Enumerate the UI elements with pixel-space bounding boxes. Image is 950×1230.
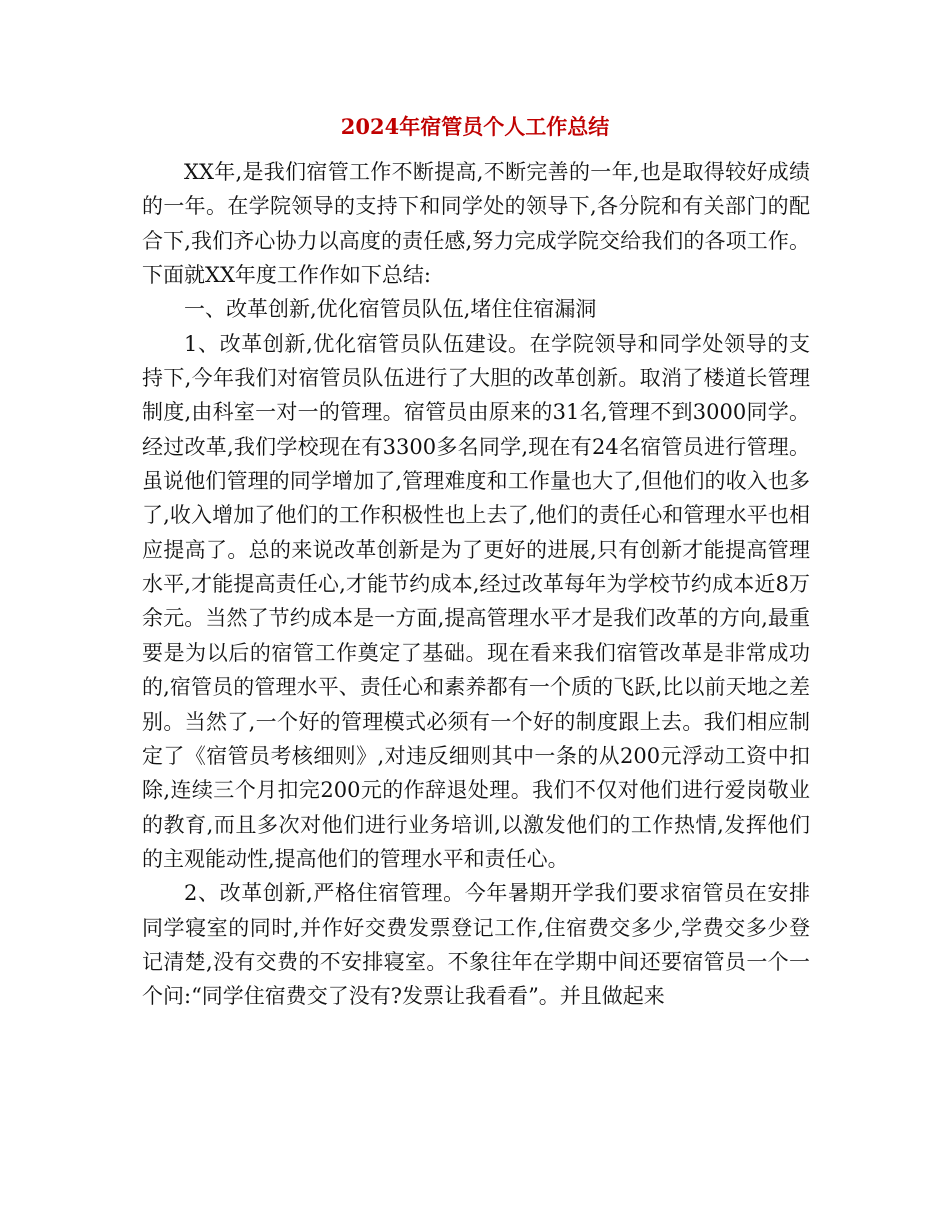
- paragraph-item-2: 2、改革创新,严格住宿管理。今年暑期开学我们要求宿管员在安排同学寝室的同时,并作好交费发票登记工作,住宿费交多少,学费交多少登记清楚,没有交费的不安排寝室。不象往年在学期中间还要宿管员一个一个问:“同学住宿费交了没有?发票让我看看”。并且做起来: [142, 881, 810, 1009]
- document-title: 2024年宿管员个人工作总结: [340, 114, 610, 139]
- paragraph-intro: XX年,是我们宿管工作不断提高,不断完善的一年,也是取得较好成绩的一年。在学院领导的支持下和同学处的领导下,各分院和有关部门的配合下,我们齐心协力以高度的责任感,努力完成学院交给我们的各项工作。下面就XX年度工作作如下总结:: [142, 160, 810, 288]
- section-heading-1: 一、改革创新,优化宿管员队伍,堵住住宿漏洞: [184, 297, 597, 322]
- document-body: [142, 155, 810, 1014]
- paragraph-item-1: 1、改革创新,优化宿管员队伍建设。在学院领导和同学处领导的支持下,今年我们对宿管员队伍进行了大胆的改革创新。取消了楼道长管理制度,由科室一对一的管理。宿管员由原来的31名,管理不到3000同学。经过改革,我们学校现在有3300多名同学,现在有24名宿管员进行管理。虽说他们管理的同学增加了,管理难度和工作量也大了,但他们的收入也多了,收入增加了他们的工作积极性也上去了,他们的责任心和管理水平也相应提高了。总的来说改革创新是为了更好的进展,只有创新才能提高管理水平,才能提高责任心,才能节约成本,经过改革每年为学校节约成本近8万余元。当然了节约成本是一方面,提高管理水平才是我们改革的方向,最重要是为以后的宿管工作奠定了基础。现在看来我们宿管改革是非常成功的,宿管员的管理水平、责任心和素养都有一个质的飞跃,比以前天地之差别。当然了,一个好的管理模式必须有一个好的制度跟上去。我们相应制定了《宿管员考核细则》,对违反细则其中一条的从200元浮动工资中扣除,连续三个月扣完200元的作辞退处理。我们不仅对他们进行爱岗敬业的教育,而且多次对他们进行业务培训,以激发他们的工作热情,发挥他们的主观能动性,提高他们的管理水平和责任心。: [142, 331, 810, 871]
